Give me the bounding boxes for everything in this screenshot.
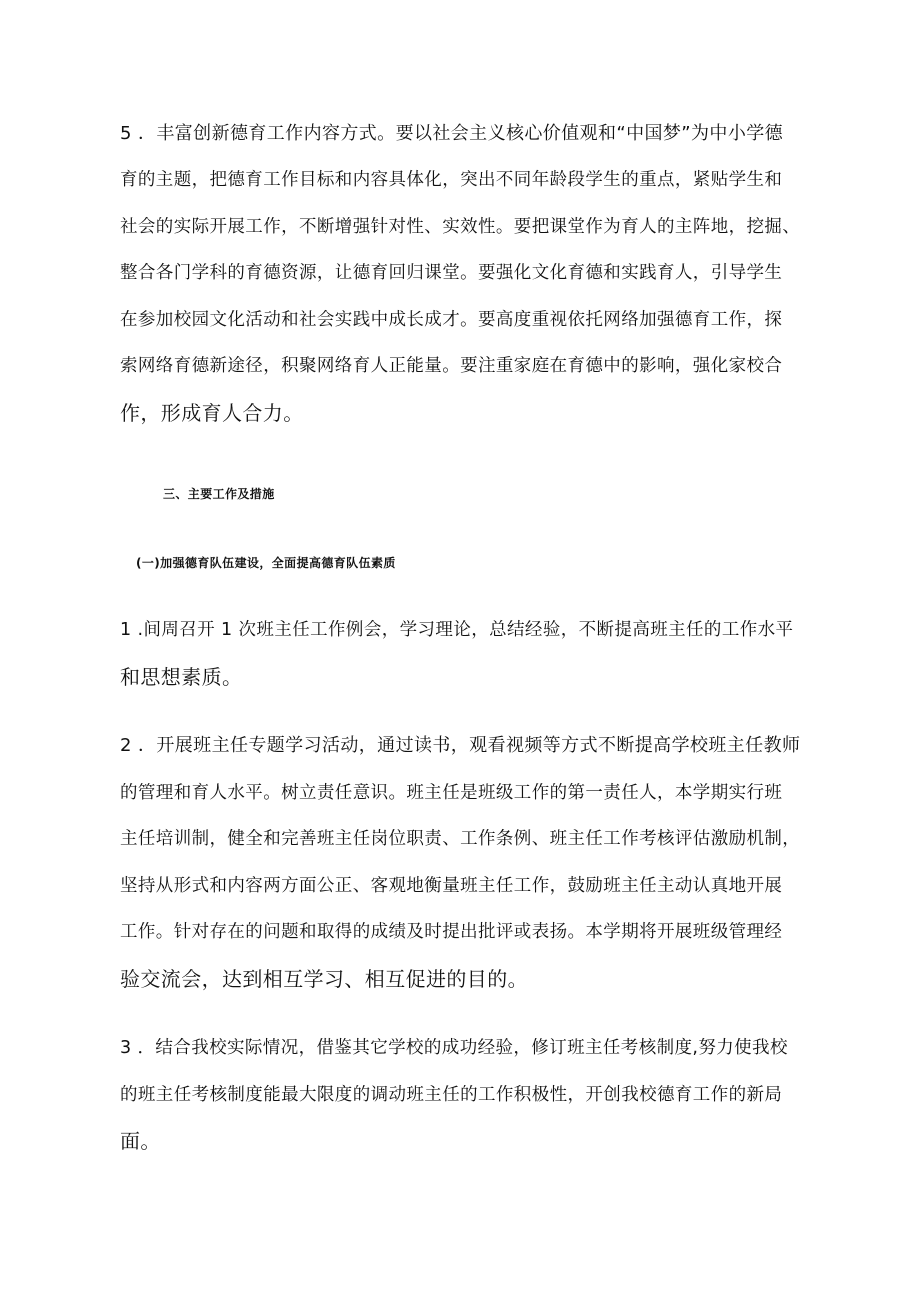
text-line: 主任培训制，健全和完善班主任岗位职责、工作条例、班主任工作考核评估激励机制，	[120, 829, 801, 849]
text-line: 的管理和育人水平。树立责任意识。班主任是班级工作的第一责任人，本学期实行班	[120, 783, 783, 803]
subsection-heading: (一)加强德育队伍建设，全面提高德育队伍素质	[136, 556, 396, 570]
text-line: 作，形成育人合力。	[120, 401, 304, 425]
text-line: 面。	[120, 1129, 161, 1153]
text-line: 育的主题，把德育工作目标和内容具体化，突出不同年龄段学生的重点，紧贴学生和	[120, 170, 783, 190]
text-line: 2 ．开展班主任专题学习活动，通过读书，观看视频等方式不断提高学校班主任教师	[120, 735, 801, 756]
text-line: 和思想素质。	[120, 665, 243, 689]
text-line: 的班主任考核制度能最大限度的调动班主任的工作积极性，开创我校德育工作的新局	[120, 1085, 783, 1105]
text-line: 5 ．丰富创新德育工作内容方式。要以社会主义核心价值观和“中国梦”为中小学德	[120, 123, 784, 144]
section-heading: 三、主要工作及措施	[163, 487, 275, 501]
text-line: 3 ．结合我校实际情况，借鉴其它学校的成功经验，修订班主任考核制度,努力使我校	[120, 1038, 788, 1058]
text-line: 索网络育德新途径，积聚网络育人正能量。要注重家庭在育德中的影响，强化家校合	[120, 356, 783, 376]
text-line: 社会的实际开展工作，不断增强针对性、实效性。要把课堂作为育人的主阵地，挖掘、	[120, 217, 801, 237]
text-line: 坚持从形式和内容两方面公正、客观地衡量班主任工作，鼓励班主任主动认真地开展	[120, 876, 783, 896]
text-line: 在参加校园文化活动和社会实践中成长成才。要高度重视依托网络加强德育工作，探	[120, 310, 783, 330]
text-line: 验交流会，达到相互学习、相互促进的目的。	[120, 967, 528, 991]
text-line: 1 .间周召开 1 次班主任工作例会，学习理论，总结经验，不断提高班主任的工作水平	[120, 620, 794, 640]
text-line: 整合各门学科的育德资源，让德育回归课堂。要强化文化育德和实践育人，引导学生	[120, 263, 783, 283]
text-line: 工作。针对存在的问题和取得的成绩及时提出批评或表扬。本学期将开展班级管理经	[120, 922, 783, 942]
